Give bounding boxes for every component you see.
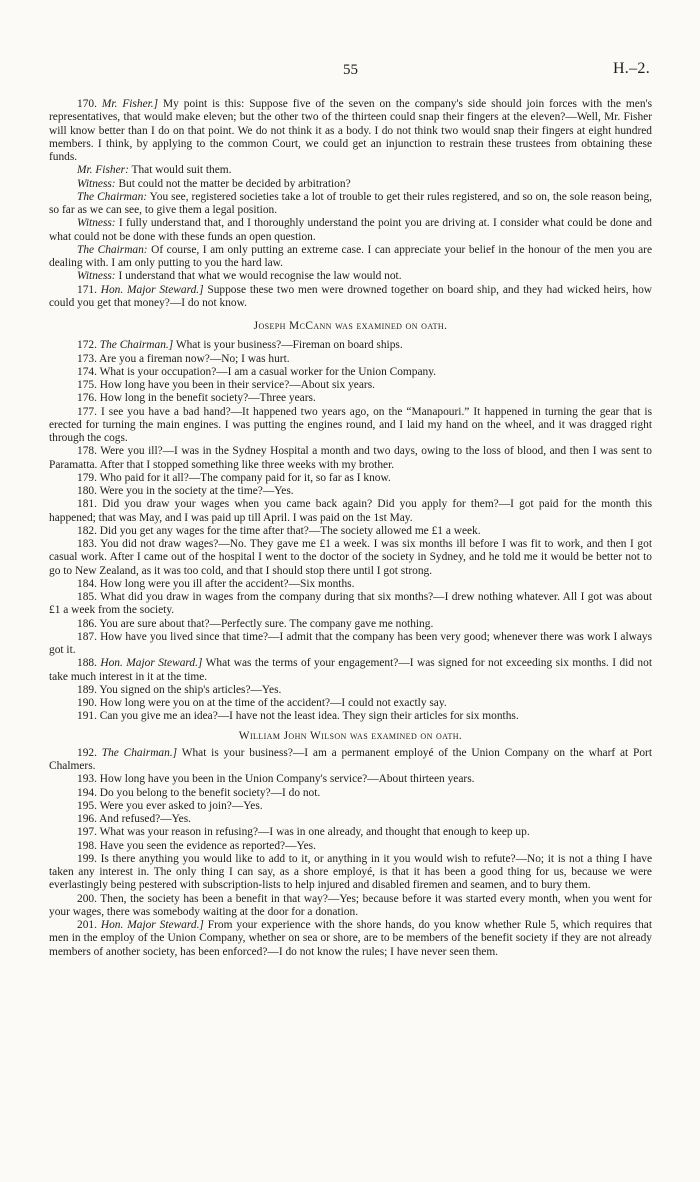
testimony-paragraph	[49, 538, 652, 578]
speaker-name: The Chairman.]	[101, 746, 178, 759]
section-wilson-examination	[49, 747, 652, 959]
testimony-paragraph	[49, 813, 652, 826]
question-number: 201.	[77, 919, 101, 931]
testimony-paragraph	[49, 178, 652, 191]
question-number: 195.	[77, 799, 100, 812]
testimony-paragraph	[49, 710, 652, 723]
question-number: 172.	[77, 339, 100, 352]
testimony-paragraph	[49, 787, 652, 800]
testimony-paragraph	[49, 353, 652, 366]
testimony-paragraph	[49, 339, 652, 352]
testimony-paragraph	[49, 657, 652, 684]
testimony-paragraph	[49, 525, 652, 538]
question-number: 194.	[77, 786, 100, 799]
section-mccann-examination	[49, 339, 652, 723]
question-number: 186.	[77, 617, 100, 630]
testimony-paragraph	[49, 485, 652, 498]
testimony-text: I see you have a bad hand?—It happened two years ago, on the “Manapouri.” It happened in turning the gear that is erected for turning the main engines. I was putting the engines round, and I laid my hand on the wheel, and it was dragged right through the cogs.	[49, 405, 653, 444]
testimony-paragraph	[49, 498, 652, 525]
speaker-name: The Chairman:	[77, 243, 148, 256]
testimony-text: Did you get any wages for the time after that?—The society allowed me £1 a week.	[99, 524, 481, 537]
speaker-name: The Chairman.]	[99, 339, 174, 352]
speaker-name: Witness:	[77, 217, 116, 230]
testimony-text: How long were you on at the time of the accident?—I could not exactly say.	[99, 697, 447, 709]
testimony-text: What was the terms of your engagement?—I was signed for not exceeding six months. I did not take much interest in it at the time.	[49, 657, 652, 683]
testimony-text: Of course, I am only putting an extreme case. I can appreciate your belief in the honour of the men you are dealing with. I am only putting to you the hard law.	[49, 243, 652, 269]
testimony-text: What is your business?—I am a permanent employé of the Union Company on the wharf at Port Chalmers.	[49, 746, 652, 772]
testimony-text: Can you give me an idea?—I have not the least idea. They sign their articles for six months.	[99, 710, 519, 723]
question-number: 199.	[77, 852, 101, 865]
testimony-paragraph	[49, 217, 652, 244]
witness-heading-mccann: Joseph McCann was examined on oath.	[253, 320, 448, 332]
testimony-text: How long were you ill after the accident?—Six months.	[99, 577, 355, 590]
question-number: 197.	[77, 826, 100, 839]
speaker-name: Mr. Fisher:	[77, 164, 129, 177]
question-number: 183.	[77, 538, 101, 550]
question-number: 174.	[77, 365, 100, 378]
testimony-paragraph	[49, 191, 652, 218]
testimony-text: What was your reason in refusing?—I was in one already, and thought that enough to keep up.	[99, 826, 530, 839]
question-number: 177.	[77, 405, 101, 418]
speaker-name: The Chairman:	[77, 190, 148, 203]
testimony-text: I fully understand that, and I thoroughly understand the point you are driving at. I consider what could be done and what could not be done with these funds an open question.	[49, 217, 652, 243]
testimony-paragraph	[49, 392, 652, 405]
testimony-paragraph	[49, 379, 652, 392]
question-number: 171.	[77, 283, 101, 296]
question-number: 182.	[77, 524, 100, 537]
question-number: 200.	[77, 892, 101, 905]
speaker-name: Witness:	[77, 270, 116, 283]
testimony-paragraph	[49, 578, 652, 591]
testimony-paragraph	[49, 826, 652, 839]
question-number: 173.	[77, 352, 100, 365]
testimony-paragraph	[49, 244, 652, 271]
testimony-paragraph	[49, 366, 652, 379]
testimony-text: What did you draw in wages from the company during that six months?—I drew nothing whatever. All I got was about £1 a week from the society.	[49, 591, 652, 617]
question-number: 175.	[77, 379, 100, 391]
speaker-name: Witness:	[77, 177, 116, 190]
testimony-text: How long in the benefit society?—Three years.	[99, 392, 316, 405]
testimony-text: Then, the society has been a benefit in that way?—Yes; because before it was started every month, when you went for your wages, there was somebody waiting at the door for a donation.	[49, 892, 652, 918]
testimony-text: Are you a fireman now?—No; I was hurt.	[99, 352, 290, 365]
testimony-text: From your experience with the shore hands, do you know whether Rule 5, which requires that men in the employ of the Union Company, whether on sea or shore, are to be members of the benefit society if they are not already members of another society, has been enforced?—I do not know the rules; I have never seen them.	[49, 919, 653, 958]
question-number: 179.	[77, 471, 100, 484]
testimony-text: And refused?—Yes.	[99, 813, 192, 825]
testimony-text: Were you ill?—I was in the Sydney Hospital a month and two days, owing to the loss of blood, and then I was sent to Paramatta. After that I stopped something like three weeks with my brother.	[49, 445, 652, 471]
testimony-paragraph	[49, 697, 652, 710]
page-header	[49, 58, 652, 82]
testimony-paragraph	[49, 853, 652, 893]
testimony-paragraph	[49, 98, 652, 164]
testimony-paragraph	[49, 919, 652, 959]
testimony-paragraph	[49, 840, 652, 853]
testimony-text: Do you belong to the benefit society?—I do not.	[99, 786, 321, 799]
question-number: 178.	[77, 445, 101, 458]
testimony-text: How long have you been in the Union Company's service?—About thirteen years.	[99, 773, 475, 786]
question-number: 189.	[77, 683, 100, 696]
question-number: 185.	[77, 591, 101, 603]
testimony-paragraph	[49, 631, 652, 658]
section-fisher-discussion	[49, 98, 652, 310]
testimony-paragraph	[49, 406, 652, 446]
testimony-paragraph	[49, 747, 652, 774]
testimony-text: You signed on the ship's articles?—Yes.	[99, 683, 282, 696]
testimony-text: What is your occupation?—I am a casual worker for the Union Company.	[99, 365, 437, 378]
document-body	[49, 98, 652, 959]
testimony-text: How long have you been in their service?—About six years.	[99, 379, 375, 391]
testimony-paragraph	[49, 800, 652, 813]
question-number: 170.	[77, 98, 102, 110]
testimony-paragraph	[49, 591, 652, 618]
testimony-text: Did you draw your wages when you came back again? Did you apply for them?—I got paid for the month this happened; that was May, and I was paid up till April. I was paid on the 1st May.	[49, 498, 653, 524]
testimony-text: How have you lived since that time?—I admit that the company has been very good; whenever there was work I always got it.	[49, 630, 653, 656]
testimony-text: Were you in the society at the time?—Yes.	[99, 485, 294, 497]
speaker-name: Hon. Major Steward.]	[100, 283, 204, 296]
testimony-text: Suppose these two men were drowned together on board ship, and they had wicked heirs, how could you get that money?—I do not know.	[49, 283, 652, 309]
testimony-paragraph	[49, 445, 652, 472]
testimony-paragraph	[49, 270, 652, 283]
question-number: 192.	[77, 746, 102, 759]
testimony-paragraph	[49, 893, 652, 920]
testimony-paragraph	[49, 472, 652, 485]
question-number: 198.	[77, 839, 100, 852]
page-number: 55	[343, 62, 358, 78]
testimony-text: What is your business?—Fireman on board ships.	[173, 339, 403, 352]
testimony-text: Who paid for it all?—The company paid for it, so far as I know.	[99, 471, 391, 484]
testimony-text: Were you ever asked to join?—Yes.	[99, 799, 263, 812]
testimony-text: You see, registered societies take a lot of trouble to get their rules registered, and so on, the sole reason being, so far as we can see, to give them a legal position.	[49, 190, 652, 216]
question-number: 176.	[77, 392, 100, 405]
testimony-paragraph	[49, 618, 652, 631]
testimony-paragraph	[49, 773, 652, 786]
document-reference: H.–2.	[612, 60, 650, 77]
testimony-paragraph	[49, 164, 652, 177]
question-number: 191.	[77, 710, 100, 723]
question-number: 193.	[77, 773, 100, 786]
question-number: 196.	[77, 813, 100, 825]
testimony-paragraph	[49, 684, 652, 697]
question-number: 188.	[77, 657, 101, 670]
question-number: 187.	[77, 630, 101, 643]
question-number: 190.	[77, 697, 100, 709]
testimony-text: I understand that what we would recognise the law would not.	[115, 270, 402, 283]
witness-heading-wilson: William John Wilson was examined on oath.	[238, 729, 463, 742]
testimony-text: Have you seen the evidence as reported?—Yes.	[99, 839, 316, 852]
testimony-text: You are sure about that?—Perfectly sure. The company gave me nothing.	[99, 617, 434, 630]
testimony-text: Is there anything you would like to add to it, or anything in it you would wish to refute?—No; it is not a thing I have taken any interest in. The only thing I can say, as a shore employé, is that it has been a good thing for us, because we were everlastingly being pestered with subscription-lists to help injured and disabled firemen and seamen, and to bury them.	[49, 852, 652, 892]
speaker-name: Hon. Major Steward.]	[100, 919, 204, 931]
question-number: 184.	[77, 577, 100, 590]
testimony-paragraph	[49, 284, 652, 311]
speaker-name: Hon. Major Steward.]	[100, 657, 203, 670]
speaker-name: Mr. Fisher.]	[101, 98, 159, 110]
testimony-text: That would suit them.	[128, 164, 232, 177]
testimony-text: My point is this: Suppose five of the seven on the company's side should join forces with the men's representatives, that would make eleven; but the other two of the thirteen could snap their fingers at the eleven?—Well, Mr. Fisher will know better than I do on that point. We do not think it as a body. I do not think two would snap their fingers at eight hundred members. I think, by applying to the common Court, we could get an injunction to restrain these trustees from obtaining these funds.	[49, 98, 653, 163]
question-number: 181.	[77, 498, 103, 511]
question-number: 180.	[77, 485, 100, 497]
testimony-text: But could not the matter be decided by arbitration?	[115, 177, 351, 190]
testimony-text: You did not draw wages?—No. They gave me £1 a week. I was six months ill before I was fit to work, and then I got casual work. After I came out of the hospital I went to the doctor of the society in Sydney, and he told me it would be better not to go to New Zealand, as it was too cold, and that I should stop there until I got strong.	[49, 538, 652, 577]
